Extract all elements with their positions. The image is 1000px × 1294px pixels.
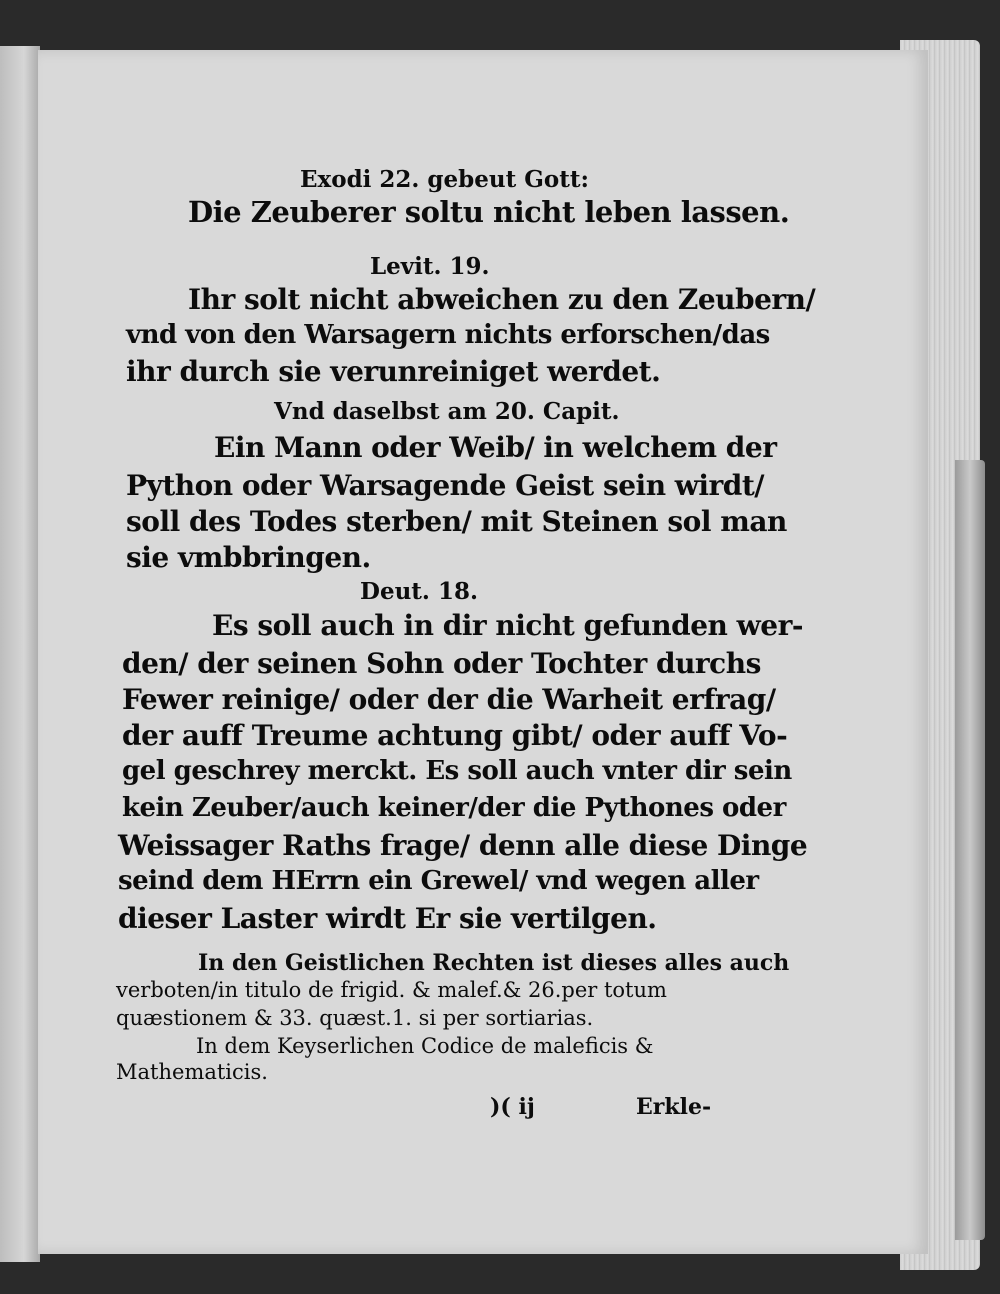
text-line: Fewer reinige/ oder der die Warheit erfrag/: [122, 683, 776, 716]
text-line: gel geschrey merckt. Es soll auch vnter dir sein: [122, 756, 792, 786]
text-line: Ihr solt nicht abweichen zu den Zeubern/: [188, 283, 816, 316]
catchword: Erkle-: [636, 1094, 712, 1120]
citation-deuteronomy: Deut. 18.: [360, 578, 478, 605]
text-line: Die Zeuberer soltu nicht leben lassen.: [188, 195, 790, 229]
text-line: seind dem HErrn ein Grewel/ vnd wegen aller: [118, 866, 759, 896]
note-line: In dem Keyserlichen Codice de maleficis &: [196, 1034, 654, 1058]
text-line: der auff Treume achtung gibt/ oder auff Vo-: [122, 719, 788, 752]
citation-leviticus: Levit. 19.: [370, 253, 490, 280]
signature-mark: )( ij: [490, 1094, 535, 1120]
text-line: Ein Mann oder Weib/ in welchem der: [214, 431, 777, 464]
text-line: ihr durch sie verunreiniget werdet.: [126, 355, 661, 388]
text-line: Weissager Raths frage/ denn alle diese Dinge: [118, 829, 808, 862]
text-line: sie vmbbringen.: [126, 541, 371, 574]
text-line: dieser Laster wirdt Er sie vertilgen.: [118, 902, 657, 935]
note-line: In den Geistlichen Rechten ist dieses alles auch: [198, 950, 790, 976]
book-page: [38, 50, 928, 1254]
text-line: vnd von den Warsagern nichts erforschen/das: [126, 320, 770, 350]
note-line: Mathematicis.: [116, 1060, 268, 1084]
text-line: Python oder Warsagende Geist sein wirdt/: [126, 469, 765, 502]
text-line: kein Zeuber/auch keiner/der die Pythones oder: [122, 793, 786, 823]
citation-leviticus-20: Vnd daselbst am 20. Capit.: [274, 398, 620, 425]
text-line: soll des Todes sterben/ mit Steinen sol man: [126, 505, 787, 538]
left-page-edge: [0, 46, 40, 1262]
text-line: Es soll auch in dir nicht gefunden wer-: [212, 609, 803, 642]
book-cover-edge: [955, 460, 985, 1240]
text-line: den/ der seinen Sohn oder Tochter durchs: [122, 647, 761, 680]
citation-exodus: Exodi 22. gebeut Gott:: [300, 166, 589, 193]
note-line: verboten/in titulo de frigid. & malef.& 26.per totum: [116, 978, 667, 1002]
note-line: quæstionem & 33. quæst.1. si per sortiarias.: [116, 1006, 594, 1030]
